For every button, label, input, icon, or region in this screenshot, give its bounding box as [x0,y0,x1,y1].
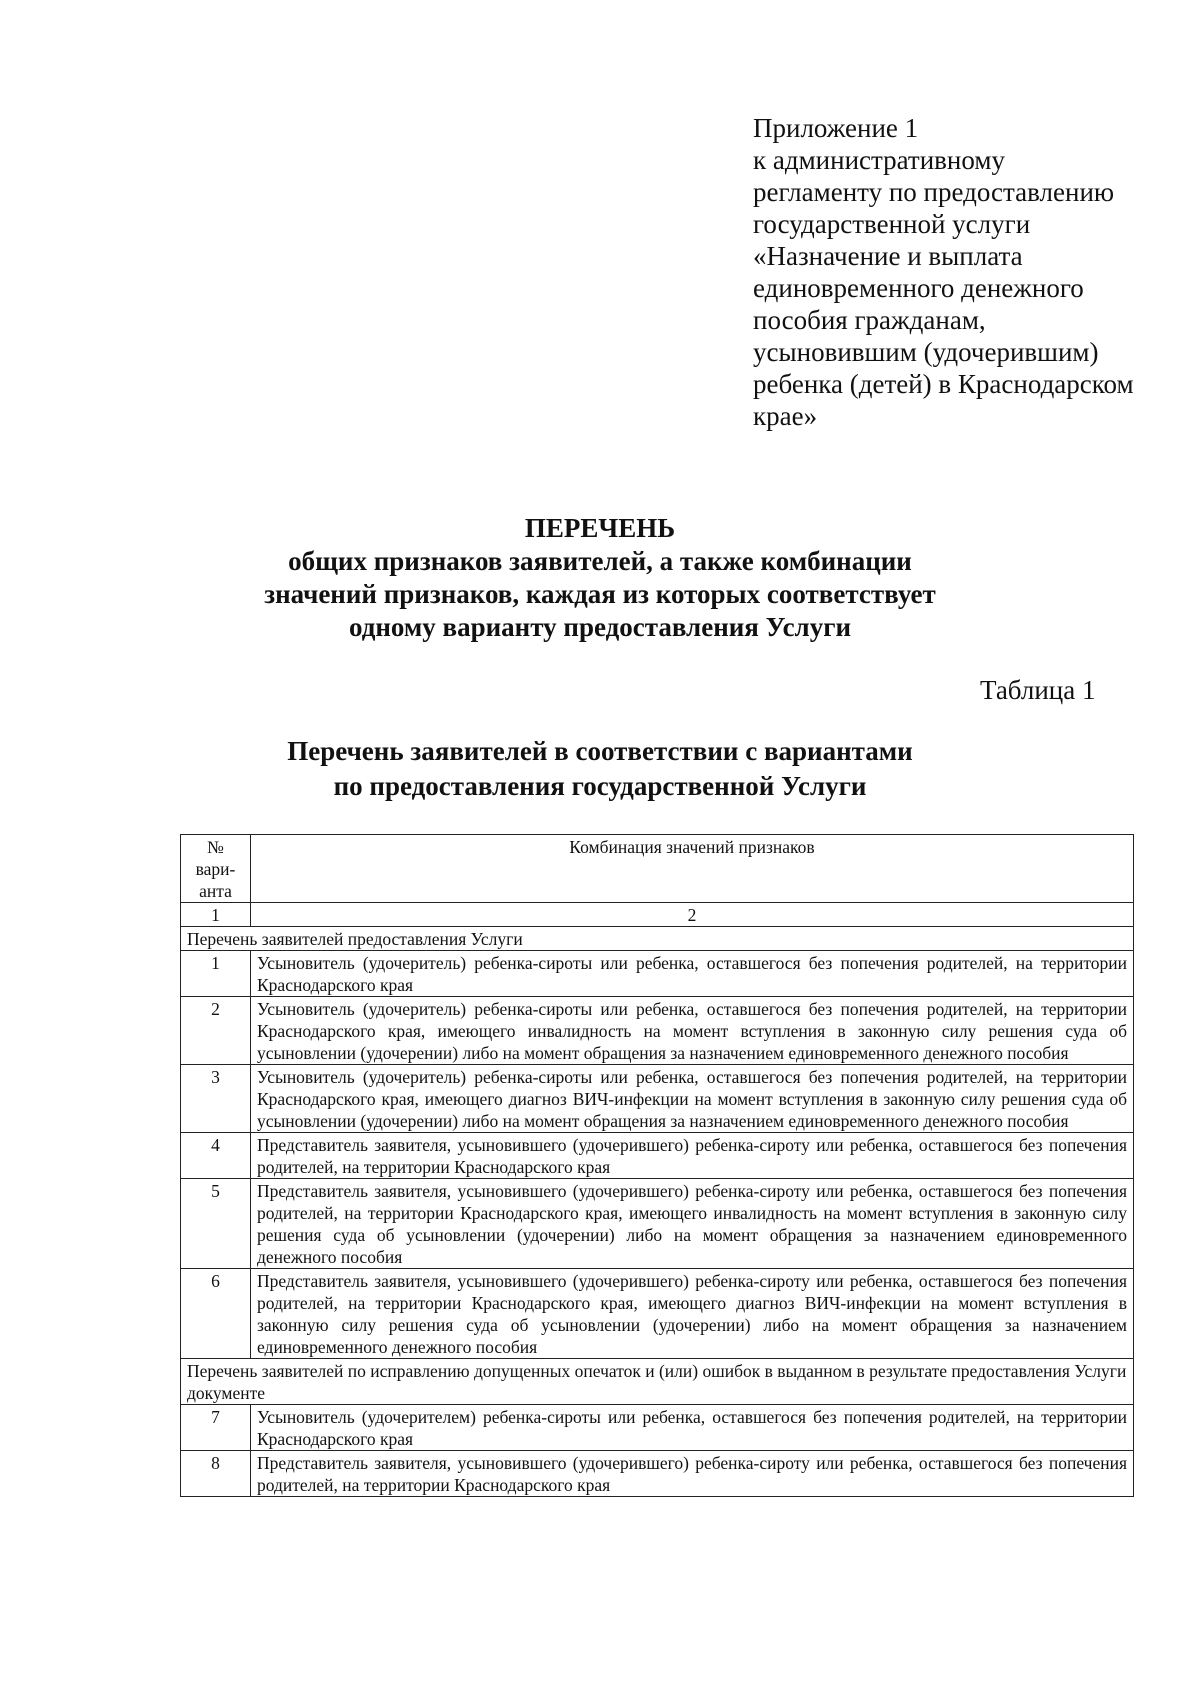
table-row [181,1405,1134,1451]
applicants-table [180,834,1134,1497]
table-row [181,1065,1134,1133]
section-row [181,927,1134,951]
index-cell: 1 [181,903,251,927]
appendix-line: государственной услуги [753,209,1031,239]
table-title-line: Перечень заявителей в соответствии с вариантами [287,736,913,766]
variant-number: 1 [181,951,251,997]
appendix-line: к административному [753,145,1005,175]
variant-number: 3 [181,1065,251,1133]
variant-description: Представитель заявителя, усыновившего (удочерившего) ребенка-сироту или ребенка, оставшегося без попечения родителей, на территории Краснодарского края [251,1133,1134,1179]
table-label: Таблица 1 [980,675,1096,705]
section-row [181,1359,1134,1405]
header-variant-line: анта [199,881,232,901]
header-variant-line: № [207,837,224,857]
header-variant-line: вари- [195,859,236,879]
appendix-note [753,112,1173,432]
table-row [181,1451,1134,1497]
variant-description: Усыновитель (удочеритель) ребенка-сироты или ребенка, оставшегося без попечения родителей, на территории Краснодарского края, имеющего диагноз ВИЧ-инфекции на момент вступления в законную силу решения суда об усыновлении (удочерении) либо на момент обращения за назначением единовременного денежного пособия [251,1065,1134,1133]
table-row [181,1269,1134,1359]
table-title [0,734,1200,804]
header-variant-number [181,835,251,903]
document-title [0,512,1200,644]
appendix-line: единовременного денежного [753,273,1084,303]
variant-description: Усыновитель (удочерителем) ребенка-сироты или ребенка, оставшегося без попечения родителей, на территории Краснодарского края [251,1405,1134,1451]
table-row [181,1133,1134,1179]
variant-description: Усыновитель (удочеритель) ребенка-сироты или ребенка, оставшегося без попечения родителей, на территории Краснодарского края [251,951,1134,997]
header-combination: Комбинация значений признаков [251,835,1134,903]
appendix-line: крае» [753,401,818,431]
title-line: значений признаков, каждая из которых соответствует [264,579,936,609]
variant-description: Представитель заявителя, усыновившего (удочерившего) ребенка-сироту или ребенка, оставшегося без попечения родителей, на территории Краснодарского края [251,1451,1134,1497]
appendix-line: пособия гражданам, [753,305,986,335]
index-cell: 2 [251,903,1134,927]
table-row [181,1179,1134,1269]
variant-number: 8 [181,1451,251,1497]
section-title: Перечень заявителей предоставления Услуги [181,927,1134,951]
variant-description: Представитель заявителя, усыновившего (удочерившего) ребенка-сироту или ребенка, оставшегося без попечения родителей, на территории Краснодарского края, имеющего диагноз ВИЧ-инфекции на момент вступления в законную силу решения суда об усыновлении (удочерении) либо на момент обращения за назначением единовременного денежного пособия [251,1269,1134,1359]
appendix-line: регламенту по предоставлению [753,177,1115,207]
table-title-line: по предоставления государственной Услуги [333,771,867,801]
variant-description: Представитель заявителя, усыновившего (удочерившего) ребенка-сироту или ребенка, оставшегося без попечения родителей, на территории Краснодарского края, имеющего инвалидность на момент вступления в законную силу решения суда об усыновлении (удочерении) либо на момент обращения за назначением единовременного денежного пособия [251,1179,1134,1269]
variant-number: 5 [181,1179,251,1269]
section-title: Перечень заявителей по исправлению допущенных опечаток и (или) ошибок в выданном в результате предоставления Услуги документе [181,1359,1134,1405]
title-line: общих признаков заявителей, а также комбинации [288,546,912,576]
table-row [181,997,1134,1065]
title-line: одному варианту предоставления Услуги [348,612,852,642]
table-header-row [181,835,1134,903]
variant-number: 4 [181,1133,251,1179]
appendix-line: усыновившим (удочерившим) [753,337,1099,367]
appendix-line: Приложение 1 [753,113,919,143]
table-index-row [181,903,1134,927]
variant-description: Усыновитель (удочеритель) ребенка-сироты или ребенка, оставшегося без попечения родителей, на территории Краснодарского края, имеющего инвалидность на момент вступления в законную силу решения суда об усыновлении (удочерении) либо на момент обращения за назначением единовременного денежного пособия [251,997,1134,1065]
variant-number: 2 [181,997,251,1065]
appendix-line: ребенка (детей) в Краснодарском [753,369,1134,399]
appendix-line: «Назначение и выплата [753,241,1023,271]
variant-number: 6 [181,1269,251,1359]
title-heading: ПЕРЕЧЕНЬ [524,513,676,543]
table-row [181,951,1134,997]
variant-number: 7 [181,1405,251,1451]
